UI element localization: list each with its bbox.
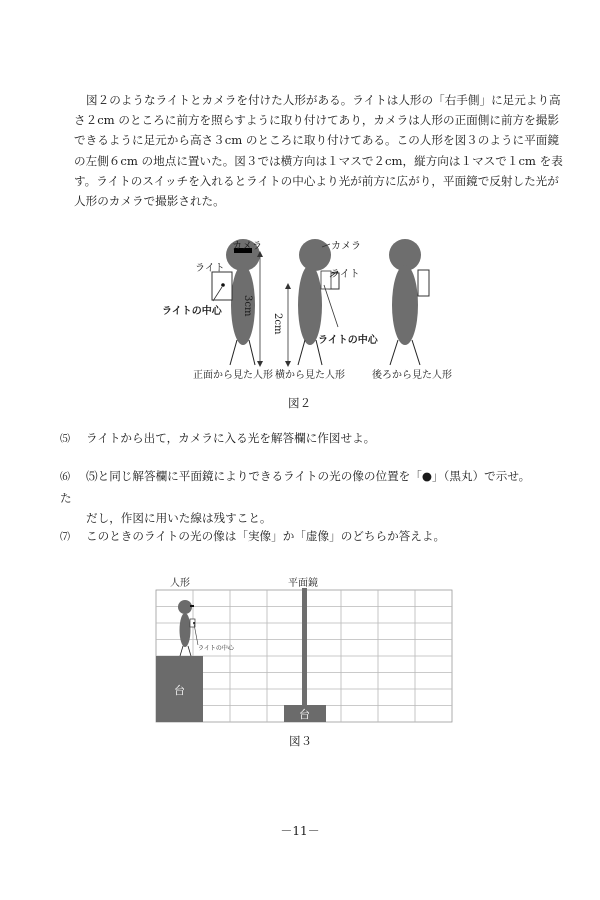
question-text: ライトから出て，カメラに入る光を解答欄に作図せよ。 xyxy=(86,431,376,445)
light-box-back xyxy=(418,270,429,296)
side-view-doll xyxy=(285,239,339,367)
question-5 xyxy=(60,428,540,450)
question-text: このときのライトの光の像は「実像」か「虚像」のどちらか答えよ。 xyxy=(86,529,446,543)
label-camera-front: カメラ xyxy=(232,241,262,252)
intro-line: 人形のカメラで撮影された。 xyxy=(74,194,225,209)
intro-line: 図２のようなライトとカメラを付けた人形がある。ライトは人形の「右手側」に足元より高 xyxy=(86,93,561,107)
intro-line: さ２cm のところに前方を照らすように取り付けてあり，カメラは人形の正面側に前方を撮影 xyxy=(74,113,559,128)
label-height-2cm: 2cm xyxy=(272,313,283,335)
question-number: ⑹ xyxy=(60,472,70,483)
question-6 xyxy=(60,466,540,528)
label-light-front: ライト xyxy=(195,263,225,274)
question-7 xyxy=(60,526,540,548)
intro-paragraph xyxy=(74,90,563,211)
label-stand-left: 台 xyxy=(174,684,185,697)
label-height-3cm: 3cm xyxy=(242,295,253,317)
figure-2 xyxy=(150,225,460,390)
question-number: ⑺ xyxy=(60,532,70,543)
question-text-cont: だし，作図に用いた線は残すこと。 xyxy=(86,511,272,525)
question-number: ⑸ xyxy=(60,434,70,445)
label-light-center-side: ライトの中心 xyxy=(318,335,378,346)
view-label-side: 横から見た人形 xyxy=(275,370,345,381)
label-light-center: ライトの中心 xyxy=(198,645,234,652)
figure-3-caption: 図３ xyxy=(289,734,313,748)
intro-line: の左側６cm の地点に置いた。図３では横方向は１マスで２cm，縦方向は１マスで１cm を表 xyxy=(74,153,563,168)
plane-mirror xyxy=(302,588,307,706)
view-label-back: 後ろから見た人形 xyxy=(372,370,452,381)
label-light-center-front: ライトの中心 xyxy=(162,306,222,317)
label-stand-right: 台 xyxy=(299,708,310,721)
doll-side xyxy=(178,600,198,656)
page-number: －11－ xyxy=(280,824,320,838)
label-light-side: ライト xyxy=(330,269,360,280)
question-text: ⑸と同じ解答欄に平面鏡によりできるライトの光の像の位置を「●」（黒丸）で示せ。た xyxy=(60,469,531,505)
label-doll: 人形 xyxy=(170,578,190,589)
figure-2-caption: 図２ xyxy=(288,396,312,410)
label-camera-side: カメラ xyxy=(331,241,361,252)
label-plane-mirror: 平面鏡 xyxy=(288,578,318,589)
back-view-doll xyxy=(389,239,429,365)
view-label-front: 正面から見た人形 xyxy=(193,370,273,381)
intro-line: す。ライトのスイッチを入れるとライトの中心より光が前方に広がり，平面鏡で反射した光が xyxy=(74,173,559,188)
intro-line: できるように足元から高さ３cm のところに取り付けてある。この人形を図３のように平面鏡 xyxy=(74,133,559,148)
figure-3 xyxy=(150,572,470,727)
